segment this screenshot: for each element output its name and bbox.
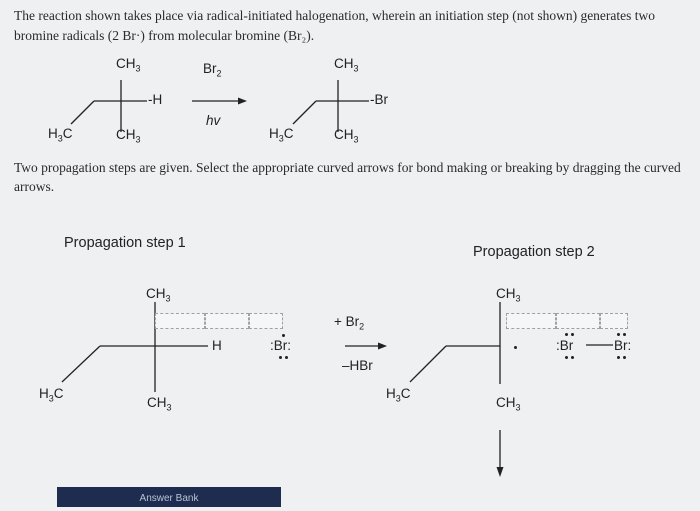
step1-reagent-hbr: –HBr [342,358,373,373]
lone-pair-dot [279,356,282,359]
lone-pair-dot [285,356,288,359]
product-top-ch3: $CH_3$ [334,56,359,74]
lone-pair-dot [623,333,626,336]
step2-top-ch3: $CH_3$ [496,286,521,304]
reactant-bottom-ch3: $CH_3$ [116,127,141,145]
step1-h: H [212,338,222,353]
step2-bottom-ch3: $CH_3$ [496,395,521,413]
arrow-drop-target[interactable] [506,313,556,329]
step1-br-radical: :Br: [270,338,292,353]
arrow-drop-target[interactable] [556,313,600,329]
reactant-top-ch3: $CH_3$ [116,56,141,74]
radical-electron [514,346,517,349]
step1-h3c: $H_3C$ [39,386,64,404]
lone-pair-dot [565,356,568,359]
step1-top-ch3: $CH_3$ [146,286,171,304]
arrow-drop-target[interactable] [600,313,628,329]
radical-electron [282,334,285,337]
reagent-hv: hv [206,113,221,128]
step1-bottom-ch3: $CH_3$ [147,395,172,413]
reactant-h3c: $H_3C$ [48,126,73,144]
lone-pair-dot [617,333,620,336]
lone-pair-dot [571,333,574,336]
reagent-br2: $Br_2$ [203,61,222,79]
arrow-drop-target[interactable] [155,313,205,329]
product-h3c: $H_3C$ [269,126,294,144]
lone-pair-dot [623,356,626,359]
step1-title: Propagation step 1 [64,235,186,251]
step2-h3c: $H_3C$ [386,386,411,404]
step2-title: Propagation step 2 [473,244,595,260]
step1-reagent-br2: + $Br_2$ [334,314,365,332]
lone-pair-dot [565,333,568,336]
lone-pair-dot [571,356,574,359]
lone-pair-dot [617,356,620,359]
instructions-text: Two propagation steps are given. Select the appropriate curved arrows for bond making or breaking by dragging the curved arrows. [14,160,681,194]
step2-br-left: :Br [556,338,574,353]
product-br: -Br [370,92,388,107]
step2-br-right: Br: [614,338,632,353]
reactant-h: -H [148,92,163,107]
arrow-drop-target[interactable] [249,313,283,329]
intro-text: The reaction shown takes place via radical-initiated halogenation, wherein an initiation step (not shown) generates two bromine radicals (2 Br·) from molecular bromine (Br₂). [14,8,656,43]
product-bottom-ch3: $CH_3$ [334,127,359,145]
answer-bank-tab[interactable]: Answer Bank [57,487,281,507]
arrow-drop-target[interactable] [205,313,249,329]
